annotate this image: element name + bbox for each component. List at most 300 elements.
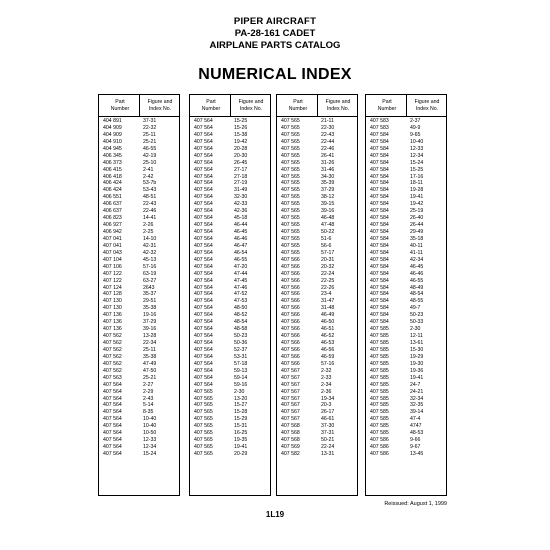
part-number: 407 564 <box>194 173 213 180</box>
table-row <box>366 194 446 201</box>
part-number: 406 637 <box>103 208 122 215</box>
table-row <box>190 139 270 146</box>
part-number: 407 566 <box>281 326 300 333</box>
figure-index: 50-23 <box>234 333 248 340</box>
figure-index: 52-37 <box>234 346 248 353</box>
table-row <box>99 285 179 292</box>
part-number: 406 424 <box>103 187 122 194</box>
part-number: 407 584 <box>370 256 389 263</box>
figure-index: 37-31 <box>143 118 157 124</box>
part-number: 407 566 <box>281 333 300 340</box>
table-row <box>99 174 179 181</box>
figure-index: 42-31 <box>143 242 157 249</box>
table-row <box>366 354 446 361</box>
figure-index: 35-39 <box>321 180 335 187</box>
table-body <box>99 118 179 458</box>
part-number: 407 584 <box>370 152 389 159</box>
table-row <box>99 187 179 194</box>
part-number: 407 566 <box>281 340 300 346</box>
figure-index: 48-52 <box>234 312 248 319</box>
figure-index: 38-12 <box>321 194 335 201</box>
part-number: 407 564 <box>103 437 122 444</box>
figure-index: 15-25 <box>234 118 248 124</box>
part-number: 406 927 <box>103 222 122 229</box>
table-row <box>277 361 357 368</box>
table-row <box>366 208 446 215</box>
table-row <box>366 278 446 285</box>
figure-index: 8-35 <box>143 409 154 416</box>
figure-index: 57-17 <box>321 249 335 256</box>
part-number: 406 637 <box>103 201 122 208</box>
figure-index: 31-46 <box>321 166 335 173</box>
table-row <box>99 423 179 430</box>
table-row <box>190 326 270 333</box>
table-row <box>190 125 270 132</box>
fig-header-line1: Figure and <box>325 99 351 105</box>
part-number: 407 584 <box>370 131 389 138</box>
table-body <box>190 118 270 458</box>
table-row <box>366 243 446 250</box>
table-row <box>277 333 357 340</box>
part-number: 407 564 <box>194 235 213 242</box>
figure-index: 15-24 <box>410 159 424 166</box>
figure-index: 46-50 <box>321 319 335 326</box>
figure-index: 17-16 <box>410 173 424 180</box>
figure-index: 9-67 <box>410 444 421 451</box>
part-number: 406 373 <box>103 159 122 166</box>
part-number: 407 567 <box>281 388 300 395</box>
figure-index: 45-18 <box>234 215 248 222</box>
index-table-4 <box>365 94 447 496</box>
figure-index: 47-45 <box>234 277 248 284</box>
figure-index: 39-14 <box>410 409 424 416</box>
catalog-manufacturer: PIPER AIRCRAFT <box>233 16 317 27</box>
table-row <box>366 229 446 236</box>
fig-header-line2: Index No. <box>148 105 172 112</box>
figure-index: 48-58 <box>234 326 248 333</box>
part-number: 404 909 <box>103 131 122 138</box>
figure-index: 19-35 <box>234 437 248 444</box>
part-number: 407 585 <box>370 416 389 423</box>
figure-index: 19-30 <box>410 360 424 367</box>
table-row <box>190 215 270 222</box>
table-row <box>277 354 357 361</box>
table-row <box>190 146 270 153</box>
figure-index: 2-29 <box>143 388 154 395</box>
figure-index: 26-40 <box>410 215 424 222</box>
fig-header-line2: Index No. <box>415 105 439 112</box>
part-number: 407 583 <box>370 124 389 131</box>
table-row <box>277 139 357 146</box>
figure-index: 2-41 <box>143 166 154 173</box>
part-number: 407 130 <box>103 305 122 312</box>
part-number: 407 565 <box>281 124 300 131</box>
figure-index: 22-34 <box>143 340 157 346</box>
figure-index: 22-46 <box>321 145 335 152</box>
figure-index: 15-27 <box>234 402 248 409</box>
part-header-line2: Number <box>288 105 308 112</box>
figure-index: 9-66 <box>410 437 421 444</box>
table-row <box>366 264 446 271</box>
fig-header-line1: Figure and <box>147 99 173 105</box>
part-number: 407 565 <box>194 451 213 457</box>
figure-index: 35-38 <box>143 305 157 312</box>
part-number: 407 566 <box>281 360 300 367</box>
figure-index: 12-11 <box>410 333 423 340</box>
figure-index-header <box>232 99 270 112</box>
figure-index: 50-33 <box>410 319 424 326</box>
table-row <box>99 201 179 208</box>
part-number: 407 562 <box>103 353 122 360</box>
part-number: 407 564 <box>103 451 122 457</box>
part-header-line1: Part <box>206 99 216 105</box>
figure-index: 31-48 <box>321 305 335 312</box>
figure-index: 15-24 <box>143 451 157 457</box>
figure-index: 46-54 <box>234 249 248 256</box>
part-number: 407 564 <box>194 256 213 263</box>
figure-index: 22-44 <box>321 138 335 145</box>
table-row <box>277 132 357 139</box>
figure-index: 2-30 <box>410 326 421 333</box>
part-number: 406 418 <box>103 173 122 180</box>
part-number: 407 567 <box>281 367 300 374</box>
table-row <box>99 264 179 271</box>
part-number: 407 564 <box>103 402 122 409</box>
table-row <box>99 222 179 229</box>
part-number: 407 584 <box>370 180 389 187</box>
part-number: 407 584 <box>370 222 389 229</box>
part-number: 407 565 <box>281 235 300 242</box>
figure-index: 48-53 <box>410 430 424 437</box>
part-number: 407 562 <box>103 333 122 340</box>
figure-index: 12-33 <box>410 145 424 152</box>
figure-index: 10-50 <box>143 430 157 437</box>
table-row <box>277 382 357 389</box>
figure-index: 48-49 <box>410 284 424 291</box>
table-row <box>277 229 357 236</box>
table-row <box>190 291 270 298</box>
table-row <box>366 444 446 451</box>
table-row <box>99 354 179 361</box>
figure-index: 53-31 <box>234 353 248 360</box>
figure-index: 37-30 <box>321 423 335 430</box>
table-row <box>366 257 446 264</box>
figure-index: 5-14 <box>143 402 154 409</box>
figure-index: 2-30 <box>234 388 245 395</box>
part-number: 404 910 <box>103 138 122 145</box>
table-row <box>99 326 179 333</box>
table-row <box>99 291 179 298</box>
figure-index: 2-37 <box>410 118 421 124</box>
table-row <box>99 437 179 444</box>
table-row <box>99 271 179 278</box>
table-row <box>190 409 270 416</box>
figure-index: 26-45 <box>234 159 248 166</box>
table-row <box>190 229 270 236</box>
figure-index: 42-36 <box>234 208 248 215</box>
table-row <box>277 222 357 229</box>
part-number: 407 136 <box>103 312 122 319</box>
table-row <box>99 250 179 257</box>
figure-index: 59-16 <box>234 381 248 388</box>
figure-index: 25-10 <box>143 159 157 166</box>
figure-index: 37-29 <box>143 319 157 326</box>
figure-index: 27-18 <box>234 173 248 180</box>
table-row <box>99 347 179 354</box>
part-number: 407 564 <box>194 152 213 159</box>
reissue-date: Reissued: August 1, 1999 <box>384 501 447 507</box>
part-number: 407 566 <box>281 256 300 263</box>
table-row <box>190 208 270 215</box>
figure-index: 48-55 <box>410 298 424 305</box>
part-number: 407 565 <box>281 194 300 201</box>
part-number: 407 564 <box>194 208 213 215</box>
figure-index: 12-34 <box>143 444 157 451</box>
table-row <box>99 382 179 389</box>
figure-index: 22-24 <box>321 444 335 451</box>
table-row <box>99 243 179 250</box>
part-number: 407 564 <box>194 215 213 222</box>
figure-index: 18-11 <box>410 180 423 187</box>
table-row <box>99 298 179 305</box>
part-number: 407 584 <box>370 208 389 215</box>
table-row <box>190 236 270 243</box>
part-number: 407 564 <box>194 284 213 291</box>
table-row <box>99 451 179 458</box>
table-row <box>99 444 179 451</box>
table-row <box>366 271 446 278</box>
figure-index: 40-11 <box>410 242 423 249</box>
part-number: 404 945 <box>103 145 122 152</box>
figure-index: 13-28 <box>143 333 157 340</box>
table-row <box>99 180 179 187</box>
figure-index: 15-30 <box>410 346 424 353</box>
figure-index: 46-47 <box>234 242 248 249</box>
part-number: 407 564 <box>194 187 213 194</box>
table-row <box>99 146 179 153</box>
part-number: 407 583 <box>370 118 389 124</box>
figure-index: 19-29 <box>410 353 424 360</box>
figure-index: 39-15 <box>321 201 335 208</box>
part-number: 407 041 <box>103 242 122 249</box>
part-number: 407 584 <box>370 194 389 201</box>
part-number: 407 585 <box>370 360 389 367</box>
figure-index-header <box>141 99 179 112</box>
part-number: 407 566 <box>281 298 300 305</box>
part-header-line2: Number <box>377 105 397 112</box>
table-row <box>277 180 357 187</box>
part-number: 407 584 <box>370 187 389 194</box>
table-row <box>99 153 179 160</box>
part-number: 407 565 <box>281 173 300 180</box>
part-number: 407 568 <box>281 430 300 437</box>
part-number: 407 584 <box>370 229 389 235</box>
figure-index: 46-53 <box>321 340 335 346</box>
figure-index: 46-61 <box>321 416 335 423</box>
table-row <box>190 451 270 458</box>
part-number: 407 564 <box>194 159 213 166</box>
table-row <box>99 319 179 326</box>
figure-index: 25-11 <box>143 346 156 353</box>
table-row <box>366 319 446 326</box>
table-header <box>277 95 357 117</box>
table-row <box>190 222 270 229</box>
figure-index: 47-4 <box>410 416 421 423</box>
table-row <box>190 333 270 340</box>
part-number: 407 586 <box>370 444 389 451</box>
part-number: 407 567 <box>281 409 300 416</box>
part-number: 404 891 <box>103 118 122 124</box>
table-row <box>277 416 357 423</box>
part-number: 407 586 <box>370 451 389 457</box>
figure-index: 59-14 <box>234 374 248 381</box>
figure-index: 50-36 <box>234 340 248 346</box>
part-number: 407 562 <box>103 360 122 367</box>
part-number: 407 565 <box>281 118 300 124</box>
figure-index: 2-26 <box>143 222 154 229</box>
table-row <box>190 118 270 125</box>
part-number: 407 567 <box>281 402 300 409</box>
figure-index: 20-28 <box>234 145 248 152</box>
table-row <box>277 125 357 132</box>
part-number: 407 564 <box>103 423 122 430</box>
part-number: 407 585 <box>370 340 389 346</box>
part-number: 406 823 <box>103 215 122 222</box>
part-number: 407 585 <box>370 374 389 381</box>
table-row <box>277 194 357 201</box>
table-row <box>277 153 357 160</box>
figure-index: 42-32 <box>143 249 157 256</box>
table-row <box>190 361 270 368</box>
part-number: 407 564 <box>103 416 122 423</box>
table-header <box>190 95 270 117</box>
figure-index: 22-43 <box>143 201 157 208</box>
figure-index: 46-45 <box>410 263 424 270</box>
part-number: 407 564 <box>194 360 213 367</box>
table-row <box>99 125 179 132</box>
table-row <box>277 187 357 194</box>
part-number: 407 564 <box>194 124 213 131</box>
part-number: 407 564 <box>194 201 213 208</box>
table-row <box>366 361 446 368</box>
figure-index: 19-36 <box>410 367 424 374</box>
figure-index: 46-52 <box>321 333 335 340</box>
figure-index: 20-3 <box>321 402 332 409</box>
table-row <box>277 243 357 250</box>
table-row <box>99 132 179 139</box>
figure-index: 57-16 <box>143 263 157 270</box>
table-row <box>190 319 270 326</box>
table-row <box>277 305 357 312</box>
table-row <box>190 298 270 305</box>
figure-index: 13-61 <box>410 340 424 346</box>
part-number: 404 909 <box>103 124 122 131</box>
table-row <box>99 409 179 416</box>
part-header-line1: Part <box>382 99 392 105</box>
table-row <box>366 305 446 312</box>
table-row <box>366 180 446 187</box>
part-number: 407 565 <box>281 131 300 138</box>
figure-index: 48-54 <box>410 291 424 298</box>
figure-index: 47-46 <box>234 284 248 291</box>
table-row <box>99 340 179 347</box>
figure-index: 19-28 <box>410 187 424 194</box>
table-row <box>277 215 357 222</box>
table-row <box>366 139 446 146</box>
figure-index: 29-51 <box>143 298 157 305</box>
part-number: 407 564 <box>194 118 213 124</box>
figure-index: 22-24 <box>321 270 335 277</box>
column-divider <box>317 95 318 116</box>
part-number: 407 584 <box>370 166 389 173</box>
figure-index: 42-19 <box>143 152 157 159</box>
table-row <box>366 222 446 229</box>
figure-index: 13-20 <box>234 395 248 402</box>
part-number: 407 565 <box>281 138 300 145</box>
table-row <box>99 375 179 382</box>
part-number: 407 106 <box>103 263 122 270</box>
part-number: 407 564 <box>194 194 213 201</box>
part-number: 407 566 <box>281 284 300 291</box>
figure-index: 46-46 <box>410 270 424 277</box>
part-number: 406 942 <box>103 229 122 235</box>
figure-index: 19-16 <box>143 312 157 319</box>
figure-index: 46-55 <box>234 256 248 263</box>
figure-index: 22-46 <box>143 208 157 215</box>
figure-index: 47-20 <box>234 263 248 270</box>
table-row <box>277 312 357 319</box>
figure-index: 10-40 <box>143 423 157 430</box>
part-number: 407 584 <box>370 305 389 312</box>
part-number: 407 566 <box>281 353 300 360</box>
figure-index: 47-50 <box>143 367 157 374</box>
table-row <box>277 271 357 278</box>
table-row <box>99 333 179 340</box>
table-row <box>190 354 270 361</box>
table-row <box>190 305 270 312</box>
part-number: 407 564 <box>194 263 213 270</box>
figure-index: 63-19 <box>143 270 157 277</box>
figure-index: 37-29 <box>321 187 335 194</box>
figure-index: 15-31 <box>234 423 248 430</box>
part-number: 407 585 <box>370 423 389 430</box>
table-row <box>277 250 357 257</box>
part-number: 407 564 <box>194 326 213 333</box>
table-row <box>190 174 270 181</box>
part-number: 407 566 <box>281 312 300 319</box>
figure-index: 2-33 <box>321 374 332 381</box>
part-number: 407 564 <box>194 249 213 256</box>
figure-index: 15-26 <box>234 124 248 131</box>
table-row <box>366 215 446 222</box>
part-number: 407 565 <box>281 215 300 222</box>
figure-index: 21-11 <box>321 118 334 124</box>
part-number: 407 586 <box>370 437 389 444</box>
part-number: 407 566 <box>281 319 300 326</box>
figure-index: 22-43 <box>321 131 335 138</box>
table-row <box>99 194 179 201</box>
figure-index: 42-33 <box>234 201 248 208</box>
table-row <box>366 187 446 194</box>
part-number: 407 564 <box>194 346 213 353</box>
table-row <box>190 382 270 389</box>
figure-index: 19-41 <box>410 194 424 201</box>
part-number: 407 565 <box>281 159 300 166</box>
figure-index: 57-16 <box>321 360 335 367</box>
part-number: 407 564 <box>194 145 213 152</box>
table-row <box>99 361 179 368</box>
part-number: 407 564 <box>103 395 122 402</box>
